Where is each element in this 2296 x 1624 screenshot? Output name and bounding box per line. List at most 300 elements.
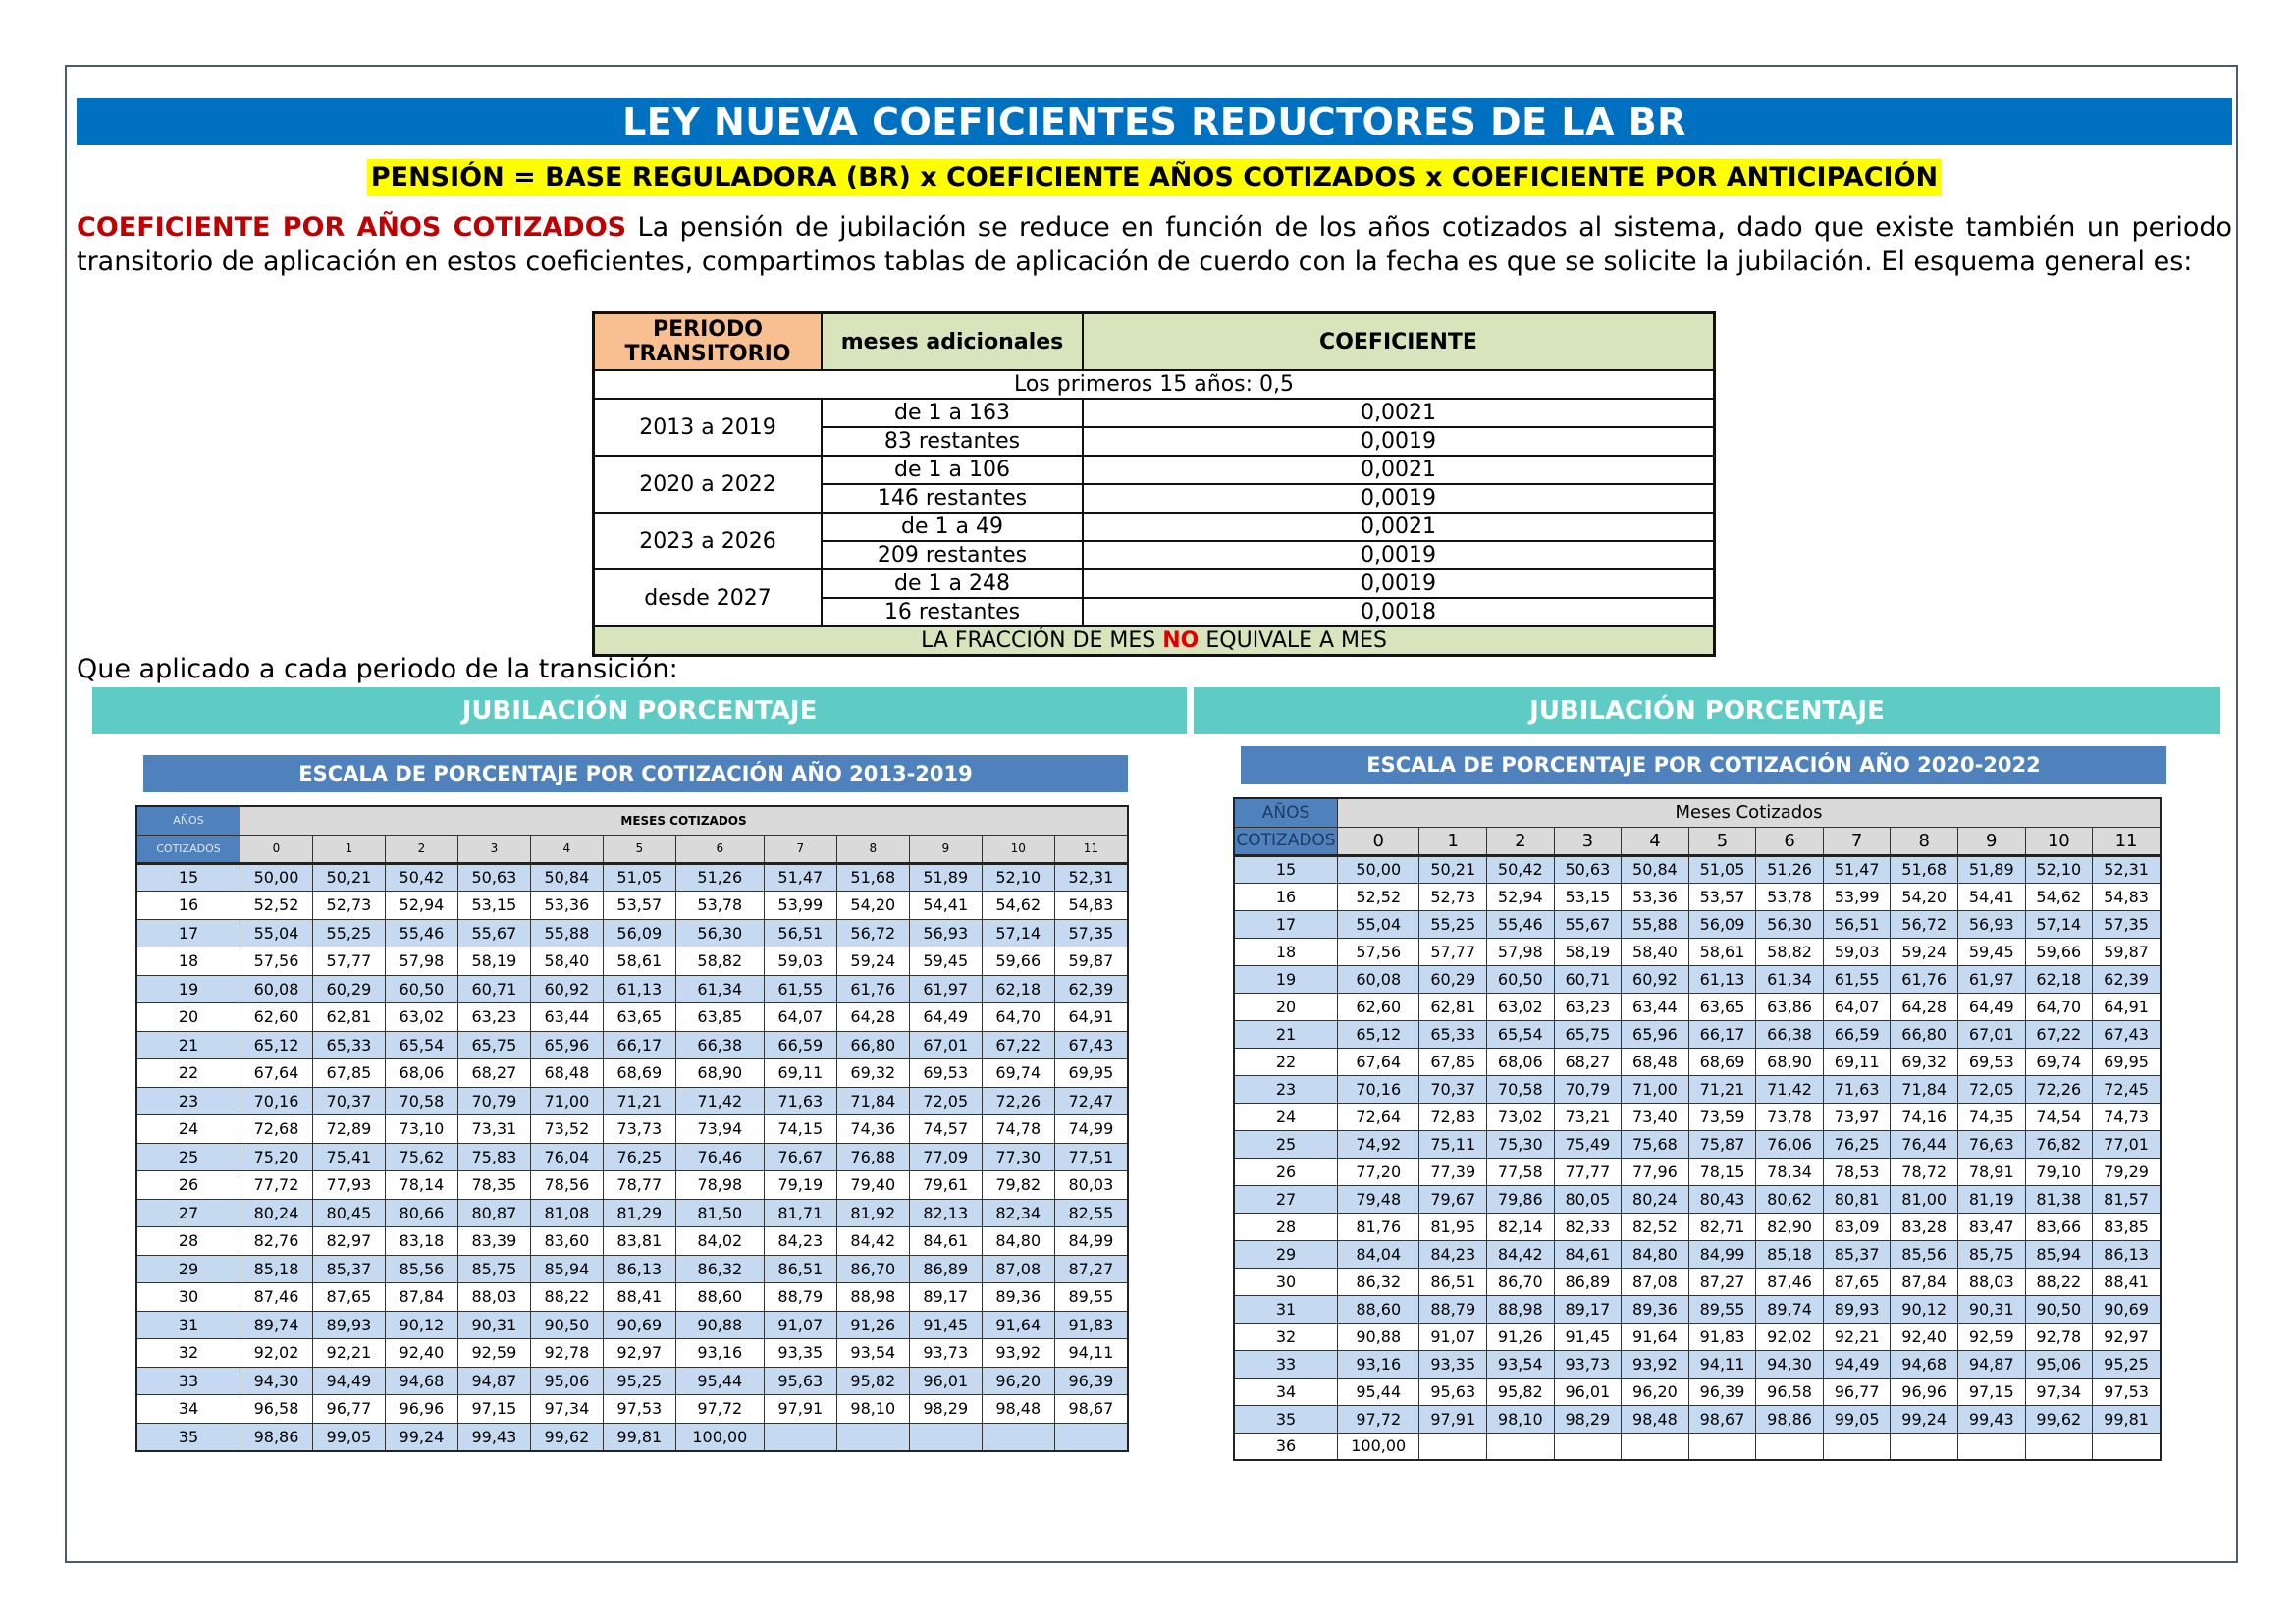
percentage-cell: 81,29: [603, 1199, 675, 1227]
table-row: [1234, 1240, 2161, 1268]
percentage-cell: 87,84: [1891, 1268, 1958, 1295]
table-row: [1234, 1213, 2161, 1240]
year-cell: 32: [1234, 1323, 1338, 1350]
percentage-cell: 72,05: [909, 1087, 982, 1115]
percentage-cell: 78,35: [457, 1171, 530, 1200]
percentage-cell: 93,73: [1554, 1350, 1622, 1378]
percentage-cell: 68,48: [530, 1059, 603, 1088]
percentage-cell: 85,75: [1957, 1240, 2025, 1268]
percentage-cell: 77,01: [2093, 1130, 2161, 1158]
percentage-cell: 51,89: [909, 863, 982, 892]
year-cell: 19: [1234, 965, 1338, 993]
meses-cell: de 1 a 248: [822, 569, 1083, 598]
anos-header: AÑOS: [136, 806, 240, 835]
year-cell: 25: [136, 1143, 240, 1171]
percentage-cell: 63,23: [457, 1003, 530, 1032]
percentage-cell: 54,41: [1957, 883, 2025, 910]
percentage-cell: 91,64: [1622, 1323, 1689, 1350]
percentage-cell: [1554, 1433, 1622, 1460]
table-row: [1234, 1323, 2161, 1350]
percentage-cell: 80,03: [1054, 1171, 1128, 1200]
percentage-cell: 56,30: [675, 919, 764, 947]
percentage-cell: 86,13: [603, 1255, 675, 1283]
percentage-cell: 88,79: [764, 1283, 836, 1312]
percentage-cell: 79,82: [982, 1171, 1054, 1200]
percentage-cell: 87,08: [1622, 1268, 1689, 1295]
year-cell: 16: [1234, 883, 1338, 910]
cotizados-header: COTIZADOS: [1234, 827, 1338, 855]
percentage-cell: 72,68: [240, 1115, 313, 1144]
percentage-cell: 94,68: [1891, 1350, 1958, 1378]
percentage-cell: 71,21: [1688, 1075, 1756, 1103]
percentage-cell: 81,76: [1338, 1213, 1419, 1240]
percentage-cell: 100,00: [1338, 1433, 1419, 1460]
percentage-cell: 51,26: [675, 863, 764, 892]
percentage-cell: 63,44: [530, 1003, 603, 1032]
percentage-cell: 66,17: [603, 1031, 675, 1059]
percentage-cell: 94,30: [1756, 1350, 1824, 1378]
percentage-cell: 83,60: [530, 1227, 603, 1256]
percentage-cell: 78,98: [675, 1171, 764, 1200]
percentage-cell: 74,36: [836, 1115, 909, 1144]
percentage-cell: 84,42: [836, 1227, 909, 1256]
percentage-cell: 80,45: [312, 1199, 385, 1227]
percentage-cell: 75,83: [457, 1143, 530, 1171]
percentage-cell: 88,79: [1419, 1295, 1487, 1323]
percentage-cell: 88,60: [1338, 1295, 1419, 1323]
percentage-cell: 61,55: [1823, 965, 1891, 993]
percentage-cell: 92,97: [2093, 1323, 2161, 1350]
percentage-cell: 67,85: [1419, 1048, 1487, 1075]
percentage-cell: 73,21: [1554, 1103, 1622, 1130]
year-cell: 17: [136, 919, 240, 947]
percentage-cell: 93,73: [909, 1339, 982, 1368]
percentage-cell: 90,12: [1891, 1295, 1958, 1323]
percentage-cell: 58,82: [675, 947, 764, 976]
percentage-cell: 73,02: [1487, 1103, 1555, 1130]
percentage-cell: 91,45: [1554, 1323, 1622, 1350]
percentage-cell: 85,94: [530, 1255, 603, 1283]
percentage-cell: 95,82: [1487, 1378, 1555, 1405]
percentage-cell: 96,01: [909, 1367, 982, 1395]
percentage-cell: 93,35: [764, 1339, 836, 1368]
percentage-cell: 96,20: [982, 1367, 1054, 1395]
percentage-cell: 65,54: [385, 1031, 457, 1059]
percentage-cell: 78,15: [1688, 1158, 1756, 1185]
percentage-cell: 67,43: [2093, 1020, 2161, 1048]
percentage-cell: 78,56: [530, 1171, 603, 1200]
year-cell: 26: [136, 1171, 240, 1200]
percentage-cell: 66,17: [1688, 1020, 1756, 1048]
table-row: [1234, 1103, 2161, 1130]
left-band: JUBILACIÓN PORCENTAJE: [92, 687, 1187, 734]
percentage-cell: 71,21: [603, 1087, 675, 1115]
percentage-cell: 55,88: [530, 919, 603, 947]
percentage-cell: 60,50: [1487, 965, 1555, 993]
percentage-cell: 74,15: [764, 1115, 836, 1144]
coef-cell: 0,0019: [1083, 569, 1715, 598]
percentage-cell: 79,61: [909, 1171, 982, 1200]
percentage-cell: 62,81: [312, 1003, 385, 1032]
percentage-cell: 72,47: [1054, 1087, 1128, 1115]
percentage-cell: 96,77: [1823, 1378, 1891, 1405]
percentage-cell: 92,97: [603, 1339, 675, 1368]
percentage-cell: 63,44: [1622, 993, 1689, 1020]
percentage-cell: 71,42: [675, 1087, 764, 1115]
percentage-cell: 68,48: [1622, 1048, 1689, 1075]
year-cell: 34: [136, 1395, 240, 1424]
percentage-cell: 85,75: [457, 1255, 530, 1283]
percentage-cell: 67,01: [909, 1031, 982, 1059]
percentage-cell: 55,46: [1487, 910, 1555, 938]
percentage-cell: 82,33: [1554, 1213, 1622, 1240]
year-cell: 20: [136, 1003, 240, 1032]
percentage-cell: 50,21: [312, 863, 385, 892]
percentage-cell: 74,54: [2025, 1103, 2093, 1130]
percentage-cell: 81,38: [2025, 1185, 2093, 1213]
percentage-cell: 61,55: [764, 975, 836, 1003]
percentage-cell: 95,82: [836, 1367, 909, 1395]
percentage-cell: 73,73: [603, 1115, 675, 1144]
percentage-cell: 52,94: [385, 892, 457, 920]
percentage-cell: 65,54: [1487, 1020, 1555, 1048]
month-header: 7: [1823, 827, 1891, 855]
percentage-cell: 88,60: [675, 1283, 764, 1312]
percentage-cell: 69,32: [1891, 1048, 1958, 1075]
percentage-cell: 92,21: [312, 1339, 385, 1368]
table-row: [1234, 1048, 2161, 1075]
percentage-cell: 81,50: [675, 1199, 764, 1227]
percentage-cell: 94,30: [240, 1367, 313, 1395]
percentage-table-2020-2022: [1233, 797, 2162, 1461]
percentage-cell: 95,06: [2025, 1350, 2093, 1378]
month-header: 11: [2093, 827, 2161, 855]
percentage-cell: 93,54: [1487, 1350, 1555, 1378]
percentage-cell: 84,80: [1622, 1240, 1689, 1268]
percentage-cell: 70,16: [1338, 1075, 1419, 1103]
percentage-cell: 81,00: [1891, 1185, 1958, 1213]
meses-cell: 146 restantes: [822, 484, 1083, 513]
percentage-cell: 64,07: [764, 1003, 836, 1032]
percentage-cell: 60,92: [530, 975, 603, 1003]
month-header: 6: [1756, 827, 1824, 855]
period-cell: 2023 a 2026: [594, 513, 823, 569]
percentage-cell: 67,43: [1054, 1031, 1128, 1059]
percentage-cell: 95,63: [1419, 1378, 1487, 1405]
percentage-cell: 70,58: [1487, 1075, 1555, 1103]
percentage-cell: 62,60: [1338, 993, 1419, 1020]
percentage-cell: 97,15: [1957, 1378, 2025, 1405]
table-row: [136, 1339, 1128, 1368]
meses-cell: de 1 a 163: [822, 399, 1083, 427]
percentage-cell: 59,24: [1891, 938, 1958, 965]
percentage-cell: 57,14: [982, 919, 1054, 947]
percentage-cell: 67,22: [2025, 1020, 2093, 1048]
percentage-cell: 59,66: [982, 947, 1054, 976]
percentage-cell: 93,35: [1419, 1350, 1487, 1378]
percentage-cell: 90,69: [2093, 1295, 2161, 1323]
month-header: 5: [603, 835, 675, 863]
percentage-cell: 77,96: [1622, 1158, 1689, 1185]
percentage-cell: 83,18: [385, 1227, 457, 1256]
percentage-cell: 61,97: [1957, 965, 2025, 993]
percentage-cell: 88,03: [1957, 1268, 2025, 1295]
percentage-cell: 55,88: [1622, 910, 1689, 938]
percentage-cell: 82,71: [1688, 1213, 1756, 1240]
page-title: LEY NUEVA COEFICIENTES REDUCTORES DE LA BR: [77, 98, 2232, 145]
anos-header: AÑOS: [1234, 798, 1338, 827]
percentage-cell: 68,06: [1487, 1048, 1555, 1075]
percentage-cell: 94,68: [385, 1367, 457, 1395]
percentage-cell: 89,55: [1054, 1283, 1128, 1312]
month-header: 8: [1891, 827, 1958, 855]
percentage-cell: 94,49: [312, 1367, 385, 1395]
percentage-cell: 98,67: [1054, 1395, 1128, 1424]
percentage-cell: 90,50: [2025, 1295, 2093, 1323]
percentage-cell: 93,54: [836, 1339, 909, 1368]
note-post: EQUIVALE A MES: [1199, 628, 1387, 653]
percentage-cell: 79,86: [1487, 1185, 1555, 1213]
percentage-cell: 93,16: [1338, 1350, 1419, 1378]
percentage-cell: 76,88: [836, 1143, 909, 1171]
percentage-cell: [2093, 1433, 2161, 1460]
percentage-cell: 64,49: [909, 1003, 982, 1032]
percentage-cell: 97,53: [2093, 1378, 2161, 1405]
percentage-cell: 85,18: [1756, 1240, 1824, 1268]
percentage-cell: 90,69: [603, 1311, 675, 1339]
percentage-cell: 54,83: [1054, 892, 1128, 920]
percentage-cell: 66,80: [836, 1031, 909, 1059]
percentage-cell: 89,55: [1688, 1295, 1756, 1323]
table-row: [136, 1115, 1128, 1144]
percentage-cell: 77,30: [982, 1143, 1054, 1171]
percentage-cell: 76,46: [675, 1143, 764, 1171]
year-cell: 36: [1234, 1433, 1338, 1460]
percentage-cell: 53,78: [1756, 883, 1824, 910]
month-header: 10: [982, 835, 1054, 863]
percentage-cell: 74,35: [1957, 1103, 2025, 1130]
table-row: [1234, 965, 2161, 993]
table-row: [136, 1227, 1128, 1256]
percentage-cell: 75,62: [385, 1143, 457, 1171]
meses-header: MESES COTIZADOS: [240, 806, 1129, 835]
percentage-cell: 91,07: [1419, 1323, 1487, 1350]
percentage-cell: 65,75: [457, 1031, 530, 1059]
percentage-cell: 51,05: [603, 863, 675, 892]
percentage-cell: 85,56: [385, 1255, 457, 1283]
percentage-cell: 54,83: [2093, 883, 2161, 910]
percentage-cell: 87,27: [1688, 1268, 1756, 1295]
percentage-cell: 66,59: [764, 1031, 836, 1059]
percentage-cell: 74,57: [909, 1115, 982, 1144]
percentage-cell: 75,68: [1622, 1130, 1689, 1158]
percentage-cell: 95,25: [603, 1367, 675, 1395]
percentage-cell: 83,39: [457, 1227, 530, 1256]
percentage-cell: 50,84: [1622, 855, 1689, 883]
table-row: [136, 1255, 1128, 1283]
percentage-cell: 61,34: [675, 975, 764, 1003]
percentage-cell: 75,41: [312, 1143, 385, 1171]
percentage-cell: 90,88: [1338, 1323, 1419, 1350]
month-header: 8: [836, 835, 909, 863]
percentage-cell: 68,90: [1756, 1048, 1824, 1075]
percentage-cell: 64,70: [2025, 993, 2093, 1020]
percentage-cell: 73,59: [1688, 1103, 1756, 1130]
percentage-cell: 99,43: [1957, 1405, 2025, 1433]
percentage-cell: 54,62: [982, 892, 1054, 920]
percentage-cell: 99,81: [603, 1423, 675, 1451]
percentage-cell: 74,78: [982, 1115, 1054, 1144]
table-row: [1234, 1075, 2161, 1103]
percentage-cell: 83,09: [1823, 1213, 1891, 1240]
percentage-cell: 53,36: [530, 892, 603, 920]
percentage-cell: 82,76: [240, 1227, 313, 1256]
year-cell: 18: [136, 947, 240, 976]
percentage-cell: 65,75: [1554, 1020, 1622, 1048]
percentage-cell: 57,98: [385, 947, 457, 976]
percentage-cell: 52,31: [1054, 863, 1128, 892]
percentage-cell: 75,20: [240, 1143, 313, 1171]
percentage-cell: 84,23: [1419, 1240, 1487, 1268]
percentage-cell: [836, 1423, 909, 1451]
percentage-cell: 55,67: [1554, 910, 1622, 938]
percentage-cell: 93,92: [1622, 1350, 1689, 1378]
year-cell: 17: [1234, 910, 1338, 938]
percentage-cell: 68,06: [385, 1059, 457, 1088]
percentage-cell: 78,77: [603, 1171, 675, 1200]
percentage-cell: 88,22: [2025, 1268, 2093, 1295]
percentage-cell: 64,07: [1823, 993, 1891, 1020]
percentage-cell: 52,73: [312, 892, 385, 920]
percentage-cell: 71,84: [836, 1087, 909, 1115]
percentage-cell: 90,88: [675, 1311, 764, 1339]
table-row: [1234, 1433, 2161, 1460]
note-pre: LA FRACCIÓN DE MES: [921, 628, 1163, 653]
percentage-cell: 78,53: [1823, 1158, 1891, 1185]
percentage-cell: 73,31: [457, 1115, 530, 1144]
percentage-cell: 57,56: [1338, 938, 1419, 965]
table-row: [136, 975, 1128, 1003]
percentage-cell: 95,44: [1338, 1378, 1419, 1405]
percentage-cell: 85,37: [1823, 1240, 1891, 1268]
coef-cell: 0,0019: [1083, 484, 1715, 513]
percentage-cell: 86,13: [2093, 1240, 2161, 1268]
table-row: [136, 1423, 1128, 1451]
table-row: [136, 1143, 1128, 1171]
percentage-cell: 62,39: [1054, 975, 1128, 1003]
percentage-cell: 57,35: [2093, 910, 2161, 938]
month-header: 11: [1054, 835, 1128, 863]
year-cell: 22: [136, 1059, 240, 1088]
percentage-cell: 60,29: [1419, 965, 1487, 993]
percentage-cell: 59,87: [1054, 947, 1128, 976]
table-row: [136, 1087, 1128, 1115]
percentage-cell: 92,59: [1957, 1323, 2025, 1350]
meses-cell: de 1 a 49: [822, 513, 1083, 541]
percentage-cell: 59,03: [764, 947, 836, 976]
table-row: [1234, 1295, 2161, 1323]
percentage-cell: 63,23: [1554, 993, 1622, 1020]
percentage-cell: 70,37: [1419, 1075, 1487, 1103]
percentage-cell: 62,81: [1419, 993, 1487, 1020]
year-cell: 16: [136, 892, 240, 920]
percentage-cell: 84,99: [1688, 1240, 1756, 1268]
percentage-cell: 91,83: [1054, 1311, 1128, 1339]
percentage-cell: 78,72: [1891, 1158, 1958, 1185]
coef-cell: 0,0021: [1083, 456, 1715, 484]
coefficient-table: [592, 311, 1716, 657]
percentage-cell: 94,49: [1823, 1350, 1891, 1378]
percentage-cell: 60,71: [457, 975, 530, 1003]
percentage-cell: 97,91: [764, 1395, 836, 1424]
percentage-cell: 50,00: [240, 863, 313, 892]
percentage-cell: [982, 1423, 1054, 1451]
percentage-cell: 53,99: [764, 892, 836, 920]
period-cell: desde 2027: [594, 569, 823, 626]
year-cell: 23: [136, 1087, 240, 1115]
percentage-cell: 96,01: [1554, 1378, 1622, 1405]
percentage-cell: 72,05: [1957, 1075, 2025, 1103]
percentage-cell: 96,96: [385, 1395, 457, 1424]
percentage-cell: 89,36: [982, 1283, 1054, 1312]
percentage-cell: 79,19: [764, 1171, 836, 1200]
year-cell: 18: [1234, 938, 1338, 965]
percentage-cell: 53,99: [1823, 883, 1891, 910]
coef-cell: 0,0021: [1083, 513, 1715, 541]
percentage-cell: 68,69: [603, 1059, 675, 1088]
percentage-cell: 54,62: [2025, 883, 2093, 910]
percentage-cell: 63,02: [1487, 993, 1555, 1020]
percentage-cell: 61,34: [1756, 965, 1824, 993]
table-row: [136, 1003, 1128, 1032]
percentage-cell: 50,63: [1554, 855, 1622, 883]
percentage-cell: [1054, 1423, 1128, 1451]
percentage-cell: 56,72: [836, 919, 909, 947]
percentage-cell: 82,13: [909, 1199, 982, 1227]
percentage-cell: 63,86: [1756, 993, 1824, 1020]
percentage-cell: 69,95: [1054, 1059, 1128, 1088]
percentage-cell: 73,94: [675, 1115, 764, 1144]
table-row: [1234, 1020, 2161, 1048]
percentage-cell: 98,86: [1756, 1405, 1824, 1433]
left-scale-title: ESCALA DE PORCENTAJE POR COTIZACIÓN AÑO 2013-2019: [143, 755, 1128, 792]
table-row: [136, 1171, 1128, 1200]
percentage-cell: 50,63: [457, 863, 530, 892]
percentage-cell: 64,49: [1957, 993, 2025, 1020]
percentage-cell: [1419, 1433, 1487, 1460]
percentage-cell: 53,78: [675, 892, 764, 920]
meses-cell: de 1 a 106: [822, 456, 1083, 484]
percentage-cell: 69,11: [764, 1059, 836, 1088]
percentage-cell: 99,62: [530, 1423, 603, 1451]
percentage-cell: 53,57: [1688, 883, 1756, 910]
percentage-cell: 82,14: [1487, 1213, 1555, 1240]
percentage-cell: 73,52: [530, 1115, 603, 1144]
percentage-cell: 69,11: [1823, 1048, 1891, 1075]
percentage-cell: 53,15: [457, 892, 530, 920]
year-cell: 15: [136, 863, 240, 892]
month-header: 0: [240, 835, 313, 863]
period-cell: 2013 a 2019: [594, 399, 823, 456]
percentage-cell: 83,66: [2025, 1213, 2093, 1240]
percentage-cell: 52,10: [2025, 855, 2093, 883]
percentage-cell: 96,58: [1756, 1378, 1824, 1405]
percentage-cell: 60,92: [1622, 965, 1689, 993]
coef-cell: 0,0018: [1083, 598, 1715, 626]
percentage-cell: 55,67: [457, 919, 530, 947]
percentage-cell: 92,21: [1823, 1323, 1891, 1350]
percentage-cell: 51,47: [764, 863, 836, 892]
